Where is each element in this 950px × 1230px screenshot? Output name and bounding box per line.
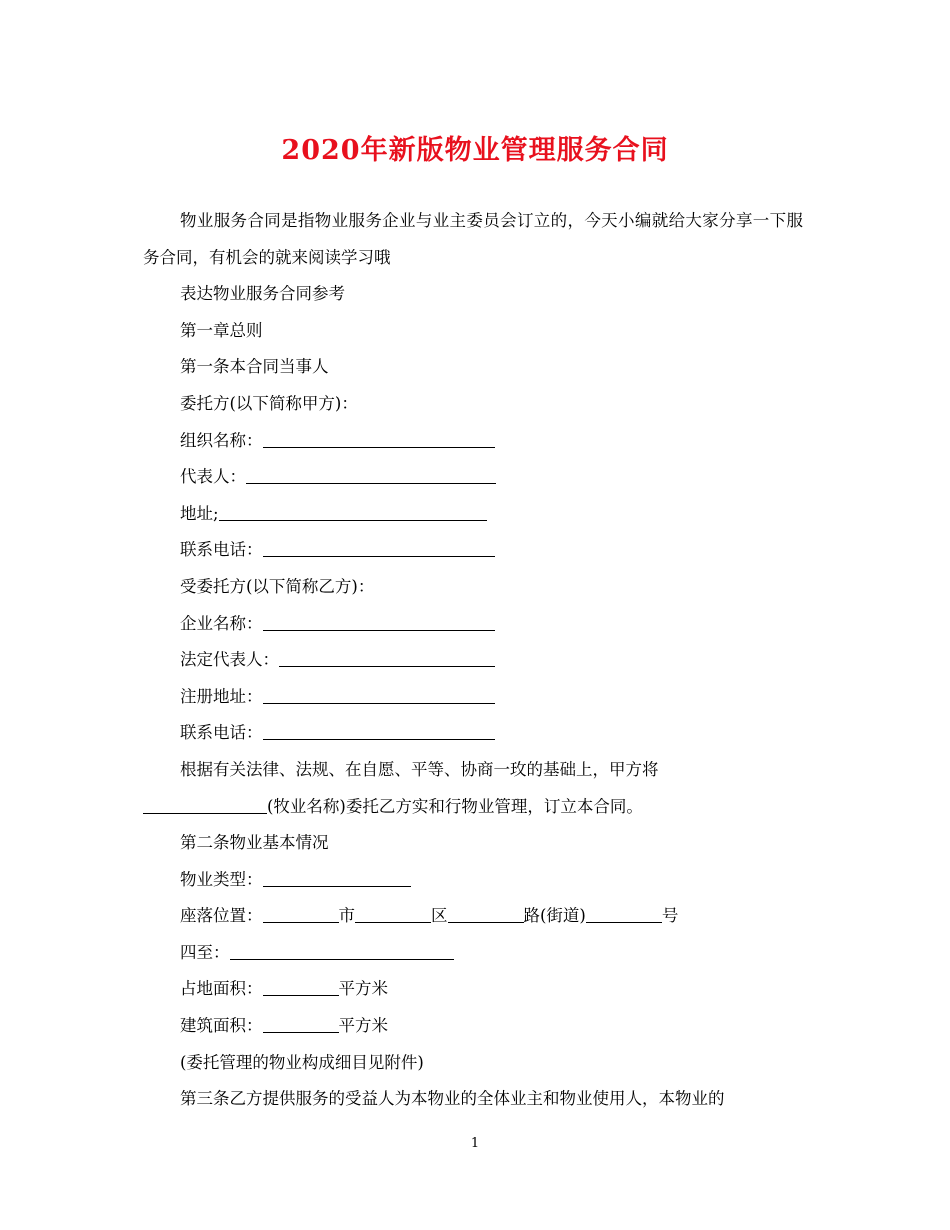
party-b-phone-line xyxy=(143,715,803,752)
property-boundary-label: 四至： xyxy=(180,942,230,962)
party-a-rep-label: 代表人： xyxy=(180,467,246,487)
party-a-phone-label: 联系电话： xyxy=(180,540,263,560)
property-location-label: 座落位置： xyxy=(180,906,263,926)
party-b-reg-address-label: 注册地址： xyxy=(180,686,263,706)
number-blank xyxy=(586,906,662,923)
article-2-heading: 第二条物业基本情况 xyxy=(180,833,329,853)
building-area-unit: 平方米 xyxy=(338,1016,388,1036)
party-a-org-name-label: 组织名称： xyxy=(180,430,263,450)
property-boundary-blank xyxy=(230,943,454,960)
basis-paragraph-line-1: 根据有关法律、法规、在自愿、平等、协商一玫的基础上，甲方将 xyxy=(180,759,659,779)
party-a-address-line xyxy=(143,496,803,533)
property-location-line xyxy=(143,898,803,935)
party-a-address-blank xyxy=(219,504,487,521)
basis-paragraph-text: (牧业名称)委托乙方实和行物业管理，订立本合同。 xyxy=(267,796,643,816)
page-number: 1 xyxy=(470,1136,480,1151)
land-area-unit: 平方米 xyxy=(338,979,388,999)
party-b-phone-blank xyxy=(263,723,495,740)
party-b-legal-rep-blank xyxy=(279,650,495,667)
property-type-blank xyxy=(263,870,411,887)
party-b-legal-rep-line xyxy=(143,642,803,679)
intro-paragraph: 物业服务合同是指物业服务企业与业主委员会订立的，今天小编就给大家分享一下服务合同，有机会的就来阅读学习哦 xyxy=(143,211,803,267)
party-a-org-name-line xyxy=(143,423,803,460)
party-b-legal-rep-label: 法定代表人： xyxy=(180,650,279,670)
party-a-rep-blank xyxy=(246,467,496,484)
chapter-heading: 第一章总则 xyxy=(180,320,263,340)
subtitle: 表达物业服务合同参考 xyxy=(180,284,345,304)
city-label: 市 xyxy=(338,906,355,926)
party-b-reg-address-blank xyxy=(263,687,495,704)
district-label: 区 xyxy=(431,906,448,926)
article-3-text: 第三条乙方提供服务的受益人为本物业的全体业主和物业使用人，本物业的 xyxy=(180,1089,725,1109)
district-blank xyxy=(355,906,431,923)
party-a-heading: 委托方(以下简称甲方)： xyxy=(180,393,358,413)
party-b-heading: 受委托方(以下简称乙方)： xyxy=(180,576,375,596)
land-area-label: 占地面积： xyxy=(180,979,263,999)
party-a-rep-line xyxy=(143,459,803,496)
party-a-org-name-blank xyxy=(263,431,495,448)
building-area-line xyxy=(143,1008,803,1045)
city-blank xyxy=(263,906,339,923)
property-type-line xyxy=(143,862,803,899)
basis-paragraph-line-2 xyxy=(143,789,803,826)
party-b-company-label: 企业名称： xyxy=(180,613,263,633)
party-b-company-line xyxy=(143,606,803,643)
building-area-blank xyxy=(263,1016,339,1033)
detail-note: (委托管理的物业构成细目见附件) xyxy=(180,1052,424,1072)
property-type-label: 物业类型： xyxy=(180,869,263,889)
road-label: 路(街道) xyxy=(523,906,586,926)
number-label: 号 xyxy=(661,906,679,926)
party-b-reg-address-line xyxy=(143,679,803,716)
road-blank xyxy=(448,906,524,923)
article-1-heading: 第一条本合同当事人 xyxy=(180,357,329,377)
property-boundary-line xyxy=(143,935,803,972)
party-a-phone-blank xyxy=(263,540,495,557)
party-a-phone-line xyxy=(143,532,803,569)
party-a-address-label: 地址; xyxy=(180,503,219,523)
land-area-blank xyxy=(263,979,339,996)
building-area-label: 建筑面积： xyxy=(180,1016,263,1036)
property-name-blank xyxy=(143,797,267,814)
land-area-line xyxy=(143,971,803,1008)
document-body xyxy=(143,203,803,1118)
party-b-phone-label: 联系电话： xyxy=(180,723,263,743)
party-b-company-blank xyxy=(263,614,495,631)
document-title: 2020年新版物业管理服务合同 xyxy=(281,135,669,166)
